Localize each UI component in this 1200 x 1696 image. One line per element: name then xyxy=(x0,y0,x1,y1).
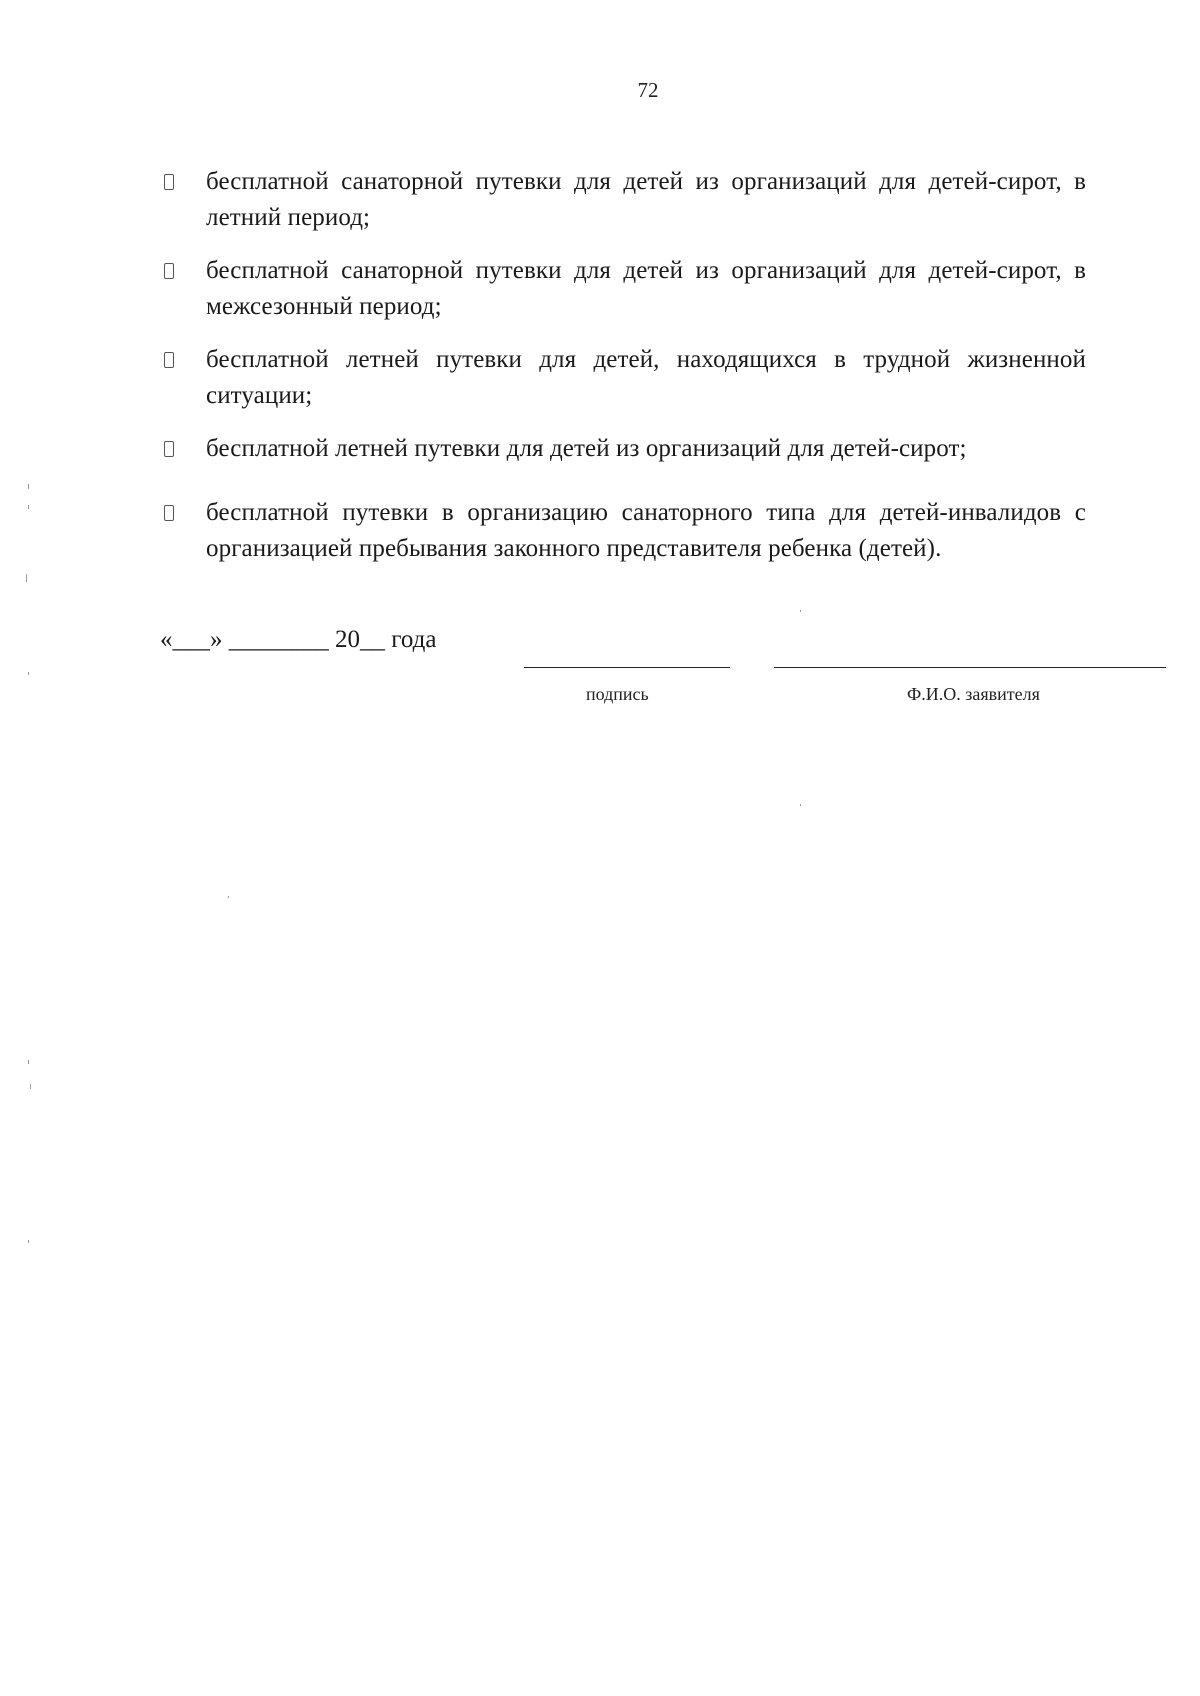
scan-speck xyxy=(228,896,229,898)
checkbox[interactable] xyxy=(164,174,174,190)
option-text: бесплатной путевки в организацию санаторного типа для детей-инвалидов с организацией пребывания законного представителя ребенка (детей). xyxy=(206,499,1086,562)
option-text: бесплатной летней путевки для детей из организаций для детей-сирот; xyxy=(206,435,967,462)
scan-speck xyxy=(28,505,29,509)
option-text: бесплатной летней путевки для детей, находящихся в трудной жизненной ситуации; xyxy=(206,346,1086,409)
checkbox[interactable] xyxy=(164,505,174,521)
scan-speck xyxy=(28,672,29,675)
option-text: бесплатной санаторной путевки для детей из организаций для детей-сирот, в летний период; xyxy=(206,168,1086,231)
date-line: «___» ________ 20__ года xyxy=(160,626,437,653)
options-list xyxy=(164,164,1086,584)
signature-line xyxy=(524,667,730,668)
applicant-name-caption: Ф.И.О. заявителя xyxy=(907,684,1040,704)
scan-speck xyxy=(28,484,29,489)
scan-speck xyxy=(26,574,27,582)
option-item xyxy=(164,495,1086,567)
scan-speck xyxy=(800,610,801,612)
option-item xyxy=(164,253,1086,325)
page-number: 72 xyxy=(637,78,659,102)
scan-speck xyxy=(800,804,801,806)
option-item xyxy=(164,431,1086,467)
scan-speck xyxy=(28,1060,29,1064)
scan-speck xyxy=(28,1240,29,1243)
signature-caption: подпись xyxy=(586,684,649,704)
checkbox[interactable] xyxy=(164,441,174,457)
applicant-name-line xyxy=(774,667,1166,668)
checkbox[interactable] xyxy=(164,263,174,279)
option-text: бесплатной санаторной путевки для детей из организаций для детей-сирот, в межсезонный период; xyxy=(206,257,1086,320)
scan-speck xyxy=(30,1084,31,1089)
checkbox[interactable] xyxy=(164,352,174,368)
option-item xyxy=(164,342,1086,414)
option-item xyxy=(164,164,1086,236)
